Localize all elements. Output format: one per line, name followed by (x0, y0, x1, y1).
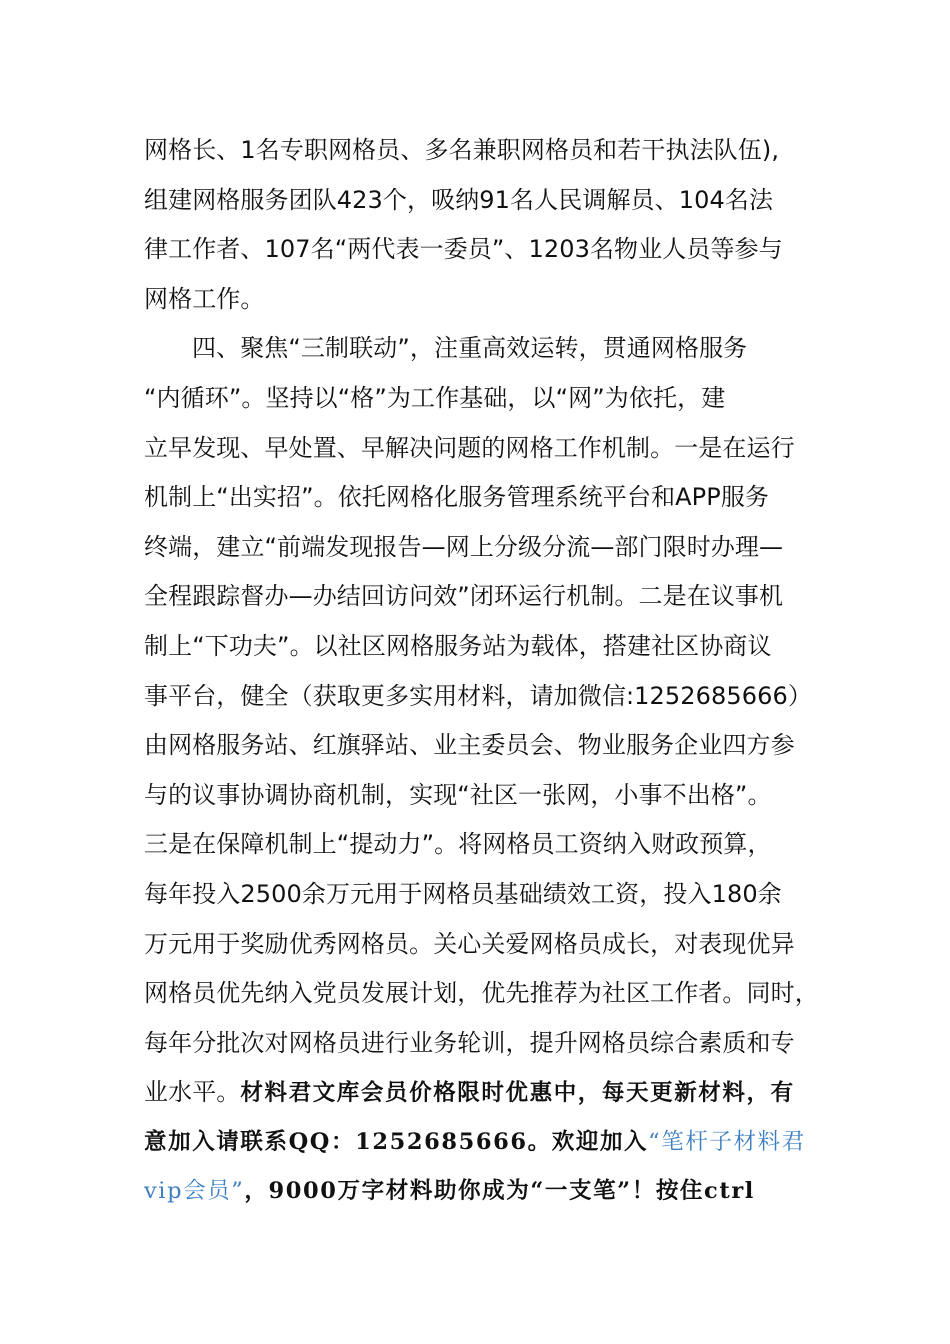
promo-line (144, 1118, 824, 1168)
paragraph-line: 律工作者、107名“两代表一委员”、1203名物业人员等参与 (144, 235, 783, 264)
paragraph-line: 立早发现、早处置、早解决问题的网格工作机制。一是在运行 (144, 433, 795, 462)
promo-text: 材料君文库会员价格限时优惠中，每天更新材料，有 (240, 1080, 795, 1107)
vip-link-continued[interactable]: vip会员” (144, 1178, 245, 1205)
paragraph-end-text: 业水平。 (144, 1078, 241, 1107)
paragraph-line: 由网格服务站、红旗驿站、业主委员会、物业服务企业四方参 (144, 731, 795, 760)
paragraph-line: 事平台，健全（获取更多实用材料，请加微信:1252685666） (144, 681, 812, 710)
paragraph-line: 每年分批次对网格员进行业务轮训，提升网格员综合素质和专 (144, 1028, 795, 1057)
paragraph-line: 终端，建立“前端发现报告—网上分级分流—部门限时办理— (144, 532, 784, 561)
paragraph-line: 组建网格服务团队423个，吸纳91名人民调解员、104名法 (144, 185, 774, 214)
paragraph-line: “内循环”。坚持以“格”为工作基础，以“网”为依托，建 (144, 383, 726, 412)
promo-slogan-text: ，9000万字材料助你成为“一支笔”！按住ctrl (244, 1178, 755, 1205)
document-page (144, 126, 824, 1217)
vip-link[interactable]: “笔杆子材料君 (648, 1128, 806, 1155)
paragraph-line: 网格工作。 (144, 284, 265, 313)
paragraph-line: 网格长、1名专职网格员、多名兼职网格员和若干执法队伍), (144, 136, 780, 164)
mixed-line (144, 1068, 824, 1118)
paragraph-heading-line: 四、聚焦“三制联动”，注重高效运转，贯通网格服务 (192, 334, 748, 363)
paragraph-line: 万元用于奖励优秀网格员。关心关爱网格员成长，对表现优异 (144, 929, 795, 958)
paragraph-line: 全程跟踪督办—办结回访问效”闭环运行机制。二是在议事机 (144, 582, 784, 611)
paragraph-line: 机制上“出实招”。依托网格化服务管理系统平台和APP服务 (144, 483, 770, 512)
paragraph-line: 制上“下功夫”。以社区网格服务站为载体，搭建社区协商议 (144, 631, 772, 660)
promo-line (144, 1167, 824, 1217)
promo-contact-text: 意加入请联系QQ：1252685666。欢迎加入 (144, 1128, 649, 1155)
paragraph-line: 每年投入2500余万元用于网格员基础绩效工资，投入180余 (144, 879, 782, 908)
paragraph-line: 与的议事协调协商机制，实现“社区一张网，小事不出格”。 (144, 780, 772, 809)
paragraph-line: 三是在保障机制上“提动力”。将网格员工资纳入财政预算， (144, 830, 772, 859)
paragraph-line: 网格员优先纳入党员发展计划，优先推荐为社区工作者。同时， (144, 979, 819, 1008)
